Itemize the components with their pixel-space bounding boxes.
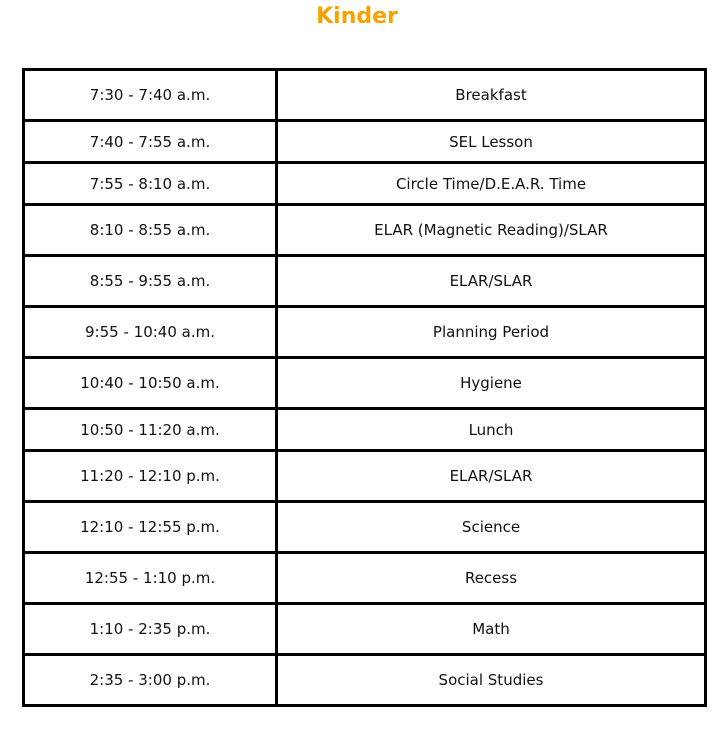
time-cell: 9:55 - 10:40 a.m.	[24, 307, 277, 358]
time-cell: 8:10 - 8:55 a.m.	[24, 205, 277, 256]
page-title: Kinder	[316, 4, 398, 29]
table-row	[24, 307, 706, 358]
table-row	[24, 358, 706, 409]
table-row	[24, 502, 706, 553]
activity-cell: Circle Time/D.E.A.R. Time	[277, 163, 706, 205]
time-cell: 12:10 - 12:55 p.m.	[24, 502, 277, 553]
activity-cell: ELAR/SLAR	[277, 451, 706, 502]
table-row	[24, 655, 706, 706]
activity-cell: SEL Lesson	[277, 121, 706, 163]
table-row	[24, 409, 706, 451]
time-cell: 10:50 - 11:20 a.m.	[24, 409, 277, 451]
activity-cell: ELAR/SLAR	[277, 256, 706, 307]
schedule-table	[22, 68, 707, 707]
table-row	[24, 121, 706, 163]
time-cell: 8:55 - 9:55 a.m.	[24, 256, 277, 307]
table-row	[24, 604, 706, 655]
activity-cell: Lunch	[277, 409, 706, 451]
activity-cell: ELAR (Magnetic Reading)/SLAR	[277, 205, 706, 256]
table-row	[24, 553, 706, 604]
time-cell: 2:35 - 3:00 p.m.	[24, 655, 277, 706]
time-cell: 12:55 - 1:10 p.m.	[24, 553, 277, 604]
table-row	[24, 163, 706, 205]
table-row	[24, 70, 706, 121]
activity-cell: Science	[277, 502, 706, 553]
table-row	[24, 205, 706, 256]
table-row	[24, 256, 706, 307]
activity-cell: Social Studies	[277, 655, 706, 706]
time-cell: 1:10 - 2:35 p.m.	[24, 604, 277, 655]
activity-cell: Planning Period	[277, 307, 706, 358]
time-cell: 11:20 - 12:10 p.m.	[24, 451, 277, 502]
activity-cell: Recess	[277, 553, 706, 604]
time-cell: 7:55 - 8:10 a.m.	[24, 163, 277, 205]
activity-cell: Breakfast	[277, 70, 706, 121]
table-row	[24, 451, 706, 502]
time-cell: 7:30 - 7:40 a.m.	[24, 70, 277, 121]
activity-cell: Math	[277, 604, 706, 655]
time-cell: 7:40 - 7:55 a.m.	[24, 121, 277, 163]
time-cell: 10:40 - 10:50 a.m.	[24, 358, 277, 409]
activity-cell: Hygiene	[277, 358, 706, 409]
